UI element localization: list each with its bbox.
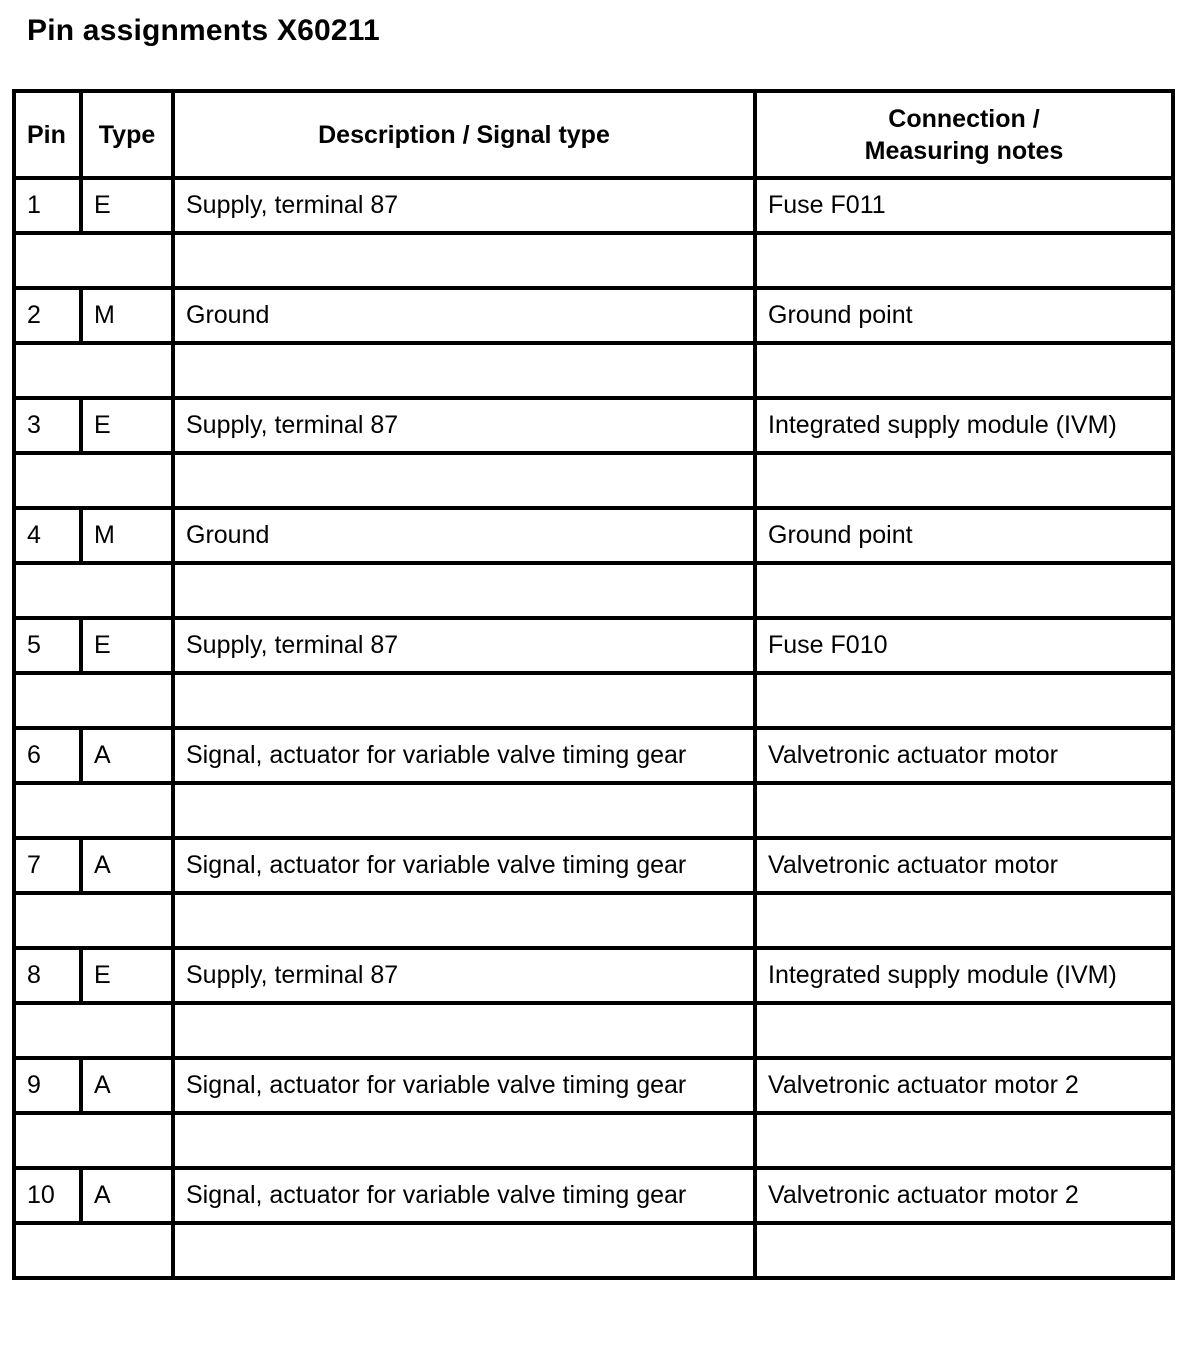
empty-cell <box>14 563 173 618</box>
description-cell: Ground <box>173 288 755 343</box>
connection-cell: Valvetronic actuator motor <box>755 728 1173 783</box>
table-row <box>14 1058 1173 1113</box>
type-cell: E <box>81 618 173 673</box>
spacer-row <box>14 673 1173 728</box>
header-type: Type <box>81 91 173 178</box>
empty-cell <box>14 1113 173 1168</box>
connection-cell: Integrated supply module (IVM) <box>755 948 1173 1003</box>
pin-cell: 10 <box>14 1168 81 1223</box>
spacer-row <box>14 453 1173 508</box>
description-cell: Ground <box>173 508 755 563</box>
connection-cell: Valvetronic actuator motor <box>755 838 1173 893</box>
empty-cell <box>14 233 173 288</box>
empty-cell <box>173 233 755 288</box>
table-row <box>14 728 1173 783</box>
pin-cell: 2 <box>14 288 81 343</box>
empty-cell <box>173 783 755 838</box>
spacer-row <box>14 563 1173 618</box>
pin-cell: 9 <box>14 1058 81 1113</box>
empty-cell <box>173 1113 755 1168</box>
type-cell: M <box>81 288 173 343</box>
spacer-row <box>14 1113 1173 1168</box>
empty-cell <box>14 1223 173 1278</box>
header-pin: Pin <box>14 91 81 178</box>
table-row <box>14 288 1173 343</box>
connection-cell: Ground point <box>755 508 1173 563</box>
description-cell: Signal, actuator for variable valve timing gear <box>173 1058 755 1113</box>
type-cell: A <box>81 728 173 783</box>
table-body <box>14 178 1173 1278</box>
connection-cell: Fuse F010 <box>755 618 1173 673</box>
table-row <box>14 618 1173 673</box>
pin-cell: 5 <box>14 618 81 673</box>
empty-cell <box>14 783 173 838</box>
header-description: Description / Signal type <box>173 91 755 178</box>
type-cell: E <box>81 948 173 1003</box>
empty-cell <box>14 1003 173 1058</box>
empty-cell <box>755 233 1173 288</box>
connection-cell: Valvetronic actuator motor 2 <box>755 1168 1173 1223</box>
empty-cell <box>755 893 1173 948</box>
table-row <box>14 178 1173 233</box>
spacer-row <box>14 343 1173 398</box>
empty-cell <box>14 673 173 728</box>
pin-assignment-table <box>12 89 1175 1280</box>
empty-cell <box>14 453 173 508</box>
empty-cell <box>755 1223 1173 1278</box>
empty-cell <box>14 343 173 398</box>
type-cell: A <box>81 1168 173 1223</box>
description-cell: Signal, actuator for variable valve timing gear <box>173 1168 755 1223</box>
empty-cell <box>755 673 1173 728</box>
type-cell: A <box>81 1058 173 1113</box>
spacer-row <box>14 1223 1173 1278</box>
empty-cell <box>755 453 1173 508</box>
description-cell: Signal, actuator for variable valve timing gear <box>173 838 755 893</box>
empty-cell <box>755 783 1173 838</box>
description-cell: Supply, terminal 87 <box>173 948 755 1003</box>
table-row <box>14 1168 1173 1223</box>
type-cell: M <box>81 508 173 563</box>
empty-cell <box>173 673 755 728</box>
connection-cell: Valvetronic actuator motor 2 <box>755 1058 1173 1113</box>
pin-cell: 4 <box>14 508 81 563</box>
description-cell: Supply, terminal 87 <box>173 618 755 673</box>
empty-cell <box>173 1003 755 1058</box>
description-cell: Supply, terminal 87 <box>173 178 755 233</box>
pin-cell: 6 <box>14 728 81 783</box>
pin-cell: 3 <box>14 398 81 453</box>
pin-cell: 7 <box>14 838 81 893</box>
table-row <box>14 838 1173 893</box>
table-header-row <box>14 91 1173 178</box>
header-connection-line1: Connection / <box>888 104 1040 133</box>
connection-cell: Integrated supply module (IVM) <box>755 398 1173 453</box>
pin-cell: 1 <box>14 178 81 233</box>
type-cell: E <box>81 398 173 453</box>
pin-cell: 8 <box>14 948 81 1003</box>
description-cell: Supply, terminal 87 <box>173 398 755 453</box>
header-connection-line2: Measuring notes <box>864 136 1064 165</box>
type-cell: A <box>81 838 173 893</box>
page-title: Pin assignments X60211 <box>27 14 380 47</box>
connection-cell: Fuse F011 <box>755 178 1173 233</box>
spacer-row <box>14 233 1173 288</box>
header-connection <box>755 91 1173 178</box>
empty-cell <box>173 453 755 508</box>
empty-cell <box>173 563 755 618</box>
type-cell: E <box>81 178 173 233</box>
empty-cell <box>755 1003 1173 1058</box>
table-row <box>14 948 1173 1003</box>
empty-cell <box>755 343 1173 398</box>
spacer-row <box>14 1003 1173 1058</box>
spacer-row <box>14 893 1173 948</box>
empty-cell <box>173 343 755 398</box>
connection-cell: Ground point <box>755 288 1173 343</box>
table-row <box>14 398 1173 453</box>
empty-cell <box>173 893 755 948</box>
spacer-row <box>14 783 1173 838</box>
table-row <box>14 508 1173 563</box>
empty-cell <box>755 1113 1173 1168</box>
description-cell: Signal, actuator for variable valve timing gear <box>173 728 755 783</box>
empty-cell <box>14 893 173 948</box>
empty-cell <box>173 1223 755 1278</box>
empty-cell <box>755 563 1173 618</box>
